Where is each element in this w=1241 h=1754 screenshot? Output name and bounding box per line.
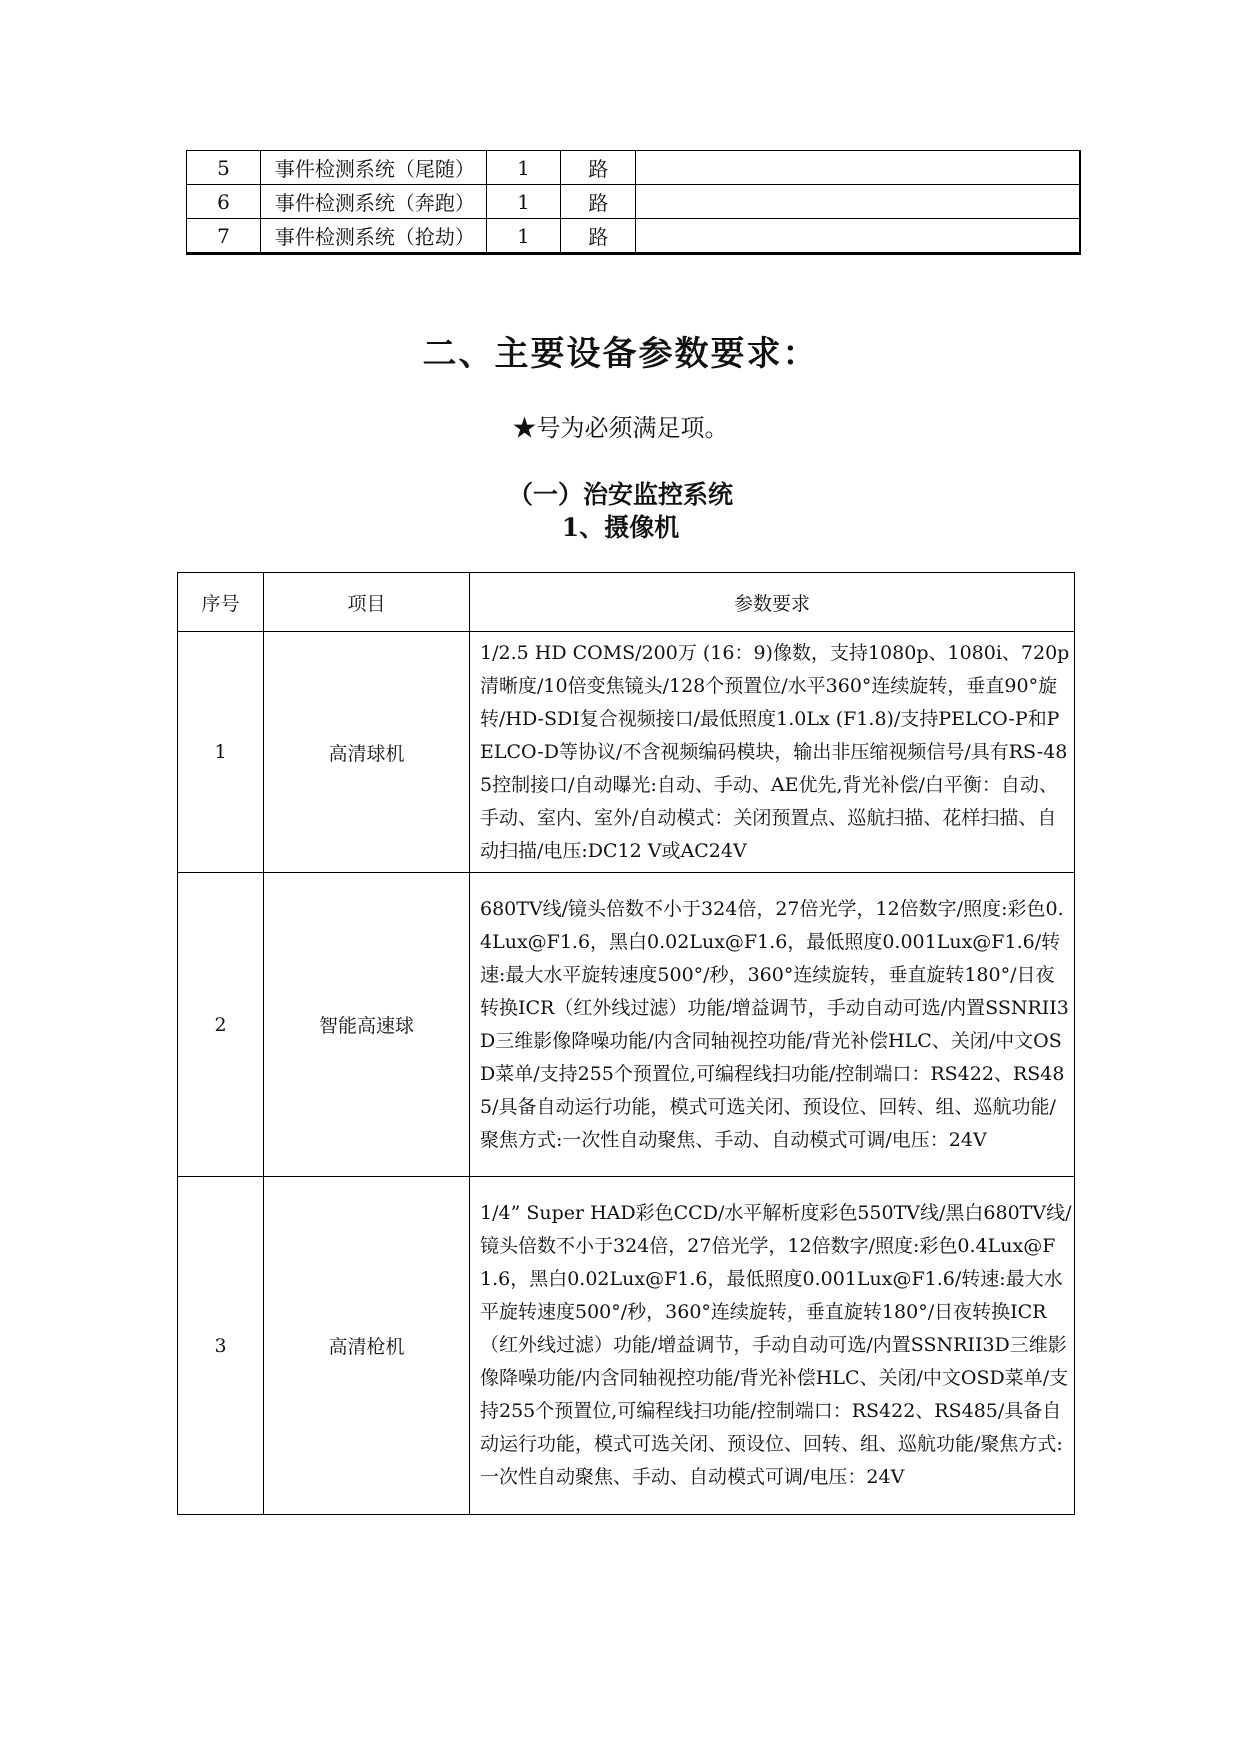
row-item: 高清枪机 bbox=[264, 1177, 470, 1515]
row-name: 事件检测系统（抢劫） bbox=[260, 219, 486, 254]
header-number: 序号 bbox=[178, 573, 264, 632]
requirement-note: ★号为必须满足项。 bbox=[512, 414, 729, 442]
row-number: 6 bbox=[187, 185, 261, 219]
row-item: 高清球机 bbox=[264, 632, 470, 873]
row-number: 3 bbox=[178, 1177, 264, 1515]
table-row bbox=[187, 219, 1081, 254]
row-quantity: 1 bbox=[486, 151, 561, 185]
row-name: 事件检测系统（尾随） bbox=[260, 151, 486, 185]
row-number: 7 bbox=[187, 219, 261, 254]
equipment-list-table bbox=[186, 150, 1081, 255]
table-row bbox=[178, 1177, 1075, 1515]
row-unit: 路 bbox=[561, 185, 636, 219]
header-params: 参数要求 bbox=[470, 573, 1075, 632]
table-header-row bbox=[178, 573, 1075, 632]
section-title: 二、主要设备参数要求： bbox=[422, 334, 819, 374]
row-params: 1/2.5 HD COMS/200万 (16：9)像数，支持1080p、1080i、720p清晰度/10倍变焦镜头/128个预置位/水平360°连续旋转，垂直90°旋转/HD-SDI复合视频接口/最低照度1.0Lx (F1.8)/支持PELCO-P和PELCO-D等协议/不含视频编码模块，输出非压缩视频信号/具有RS-485控制接口/自动曝光:自动、手动、AE优先,背光补偿/白平衡：自动、手动、室内、室外/自动模式：关闭预置点、巡航扫描、花样扫描、自动扫描/电压:DC12 V或AC24V bbox=[470, 632, 1075, 873]
row-quantity: 1 bbox=[486, 185, 561, 219]
row-params: 680TV线/镜头倍数不小于324倍，27倍光学，12倍数字/照度:彩色0.4Lux@F1.6，黑白0.02Lux@F1.6，最低照度0.001Lux@F1.6/转速:最大水平旋转速度500°/秒，360°连续旋转，垂直旋转180°/日夜转换ICR（红外线过滤）功能/增益调节，手动自动可选/内置SSNRII3D三维影像降噪功能/内含同轴视控功能/背光补偿HLC、关闭/中文OSD菜单/支持255个预置位,可编程线扫功能/控制端口：RS422、RS485/具备自动运行功能，模式可选关闭、预设位、回转、组、巡航功能/聚焦方式:一次性自动聚焦、手动、自动模式可调/电压：24V bbox=[470, 873, 1075, 1177]
item-heading: 1、摄像机 bbox=[561, 513, 680, 542]
row-quantity: 1 bbox=[486, 219, 561, 254]
row-number: 1 bbox=[178, 632, 264, 873]
header-item: 项目 bbox=[264, 573, 470, 632]
table-row bbox=[187, 185, 1081, 219]
row-number: 2 bbox=[178, 873, 264, 1177]
table-row bbox=[178, 632, 1075, 873]
row-name: 事件检测系统（奔跑） bbox=[260, 185, 486, 219]
row-unit: 路 bbox=[561, 219, 636, 254]
subsection-heading: （一）治安监控系统 bbox=[507, 480, 733, 509]
row-note bbox=[636, 219, 1080, 254]
row-number: 5 bbox=[187, 151, 261, 185]
row-params: 1/4” Super HAD彩色CCD/水平解析度彩色550TV线/黑白680TV线/镜头倍数不小于324倍，27倍光学，12倍数字/照度:彩色0.4Lux@F1.6，黑白0.02Lux@F1.6，最低照度0.001Lux@F1.6/转速:最大水平旋转速度500°/秒，360°连续旋转，垂直旋转180°/日夜转换ICR（红外线过滤）功能/增益调节，手动自动可选/内置SSNRII3D三维影像降噪功能/内含同轴视控功能/背光补偿HLC、关闭/中文OSD菜单/支持255个预置位,可编程线扫功能/控制端口：RS422、RS485/具备自动运行功能，模式可选关闭、预设位、回转、组、巡航功能/聚焦方式:一次性自动聚焦、手动、自动模式可调/电压：24V bbox=[470, 1177, 1075, 1515]
row-note bbox=[636, 151, 1080, 185]
row-note bbox=[636, 185, 1080, 219]
row-unit: 路 bbox=[561, 151, 636, 185]
row-item: 智能高速球 bbox=[264, 873, 470, 1177]
camera-spec-table bbox=[177, 572, 1075, 1515]
table-row bbox=[187, 151, 1081, 185]
table-row bbox=[178, 873, 1075, 1177]
